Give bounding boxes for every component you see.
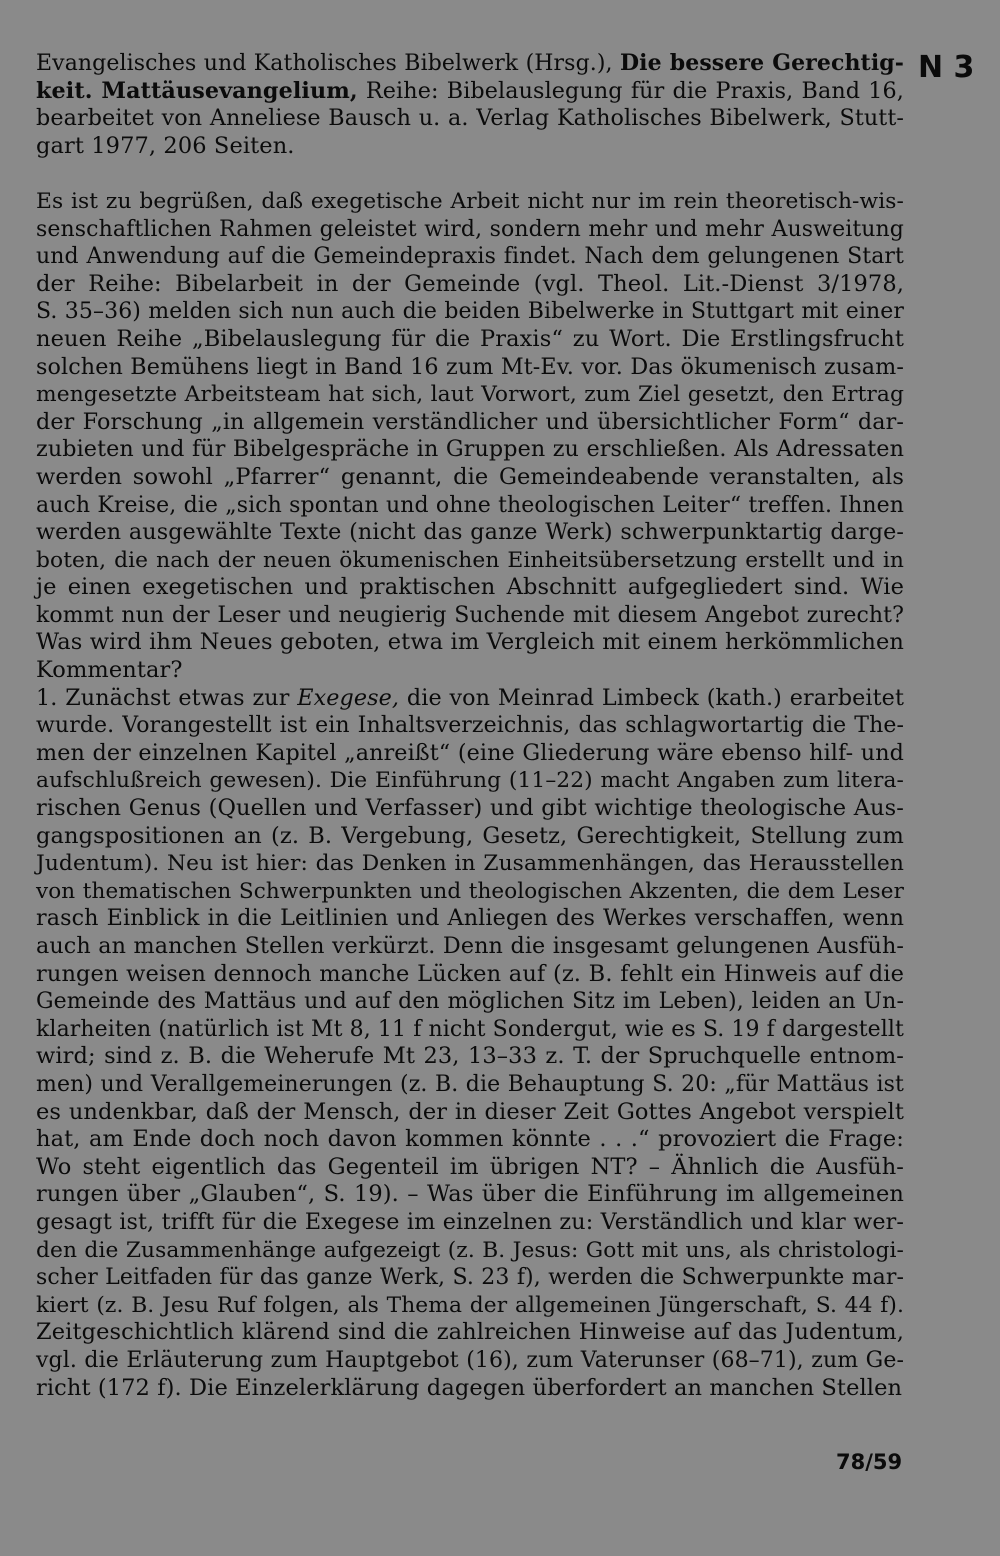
- body-line: senschaftlichen Rahmen geleistet wird, sondern mehr und mehr Ausweitung: [36, 216, 904, 242]
- body-line: hat, am Ende doch noch davon kommen könnte . . .“ provoziert die Frage:: [36, 1126, 904, 1153]
- body-line: vgl. die Erläuterung zum Hauptgebot (16), zum Vaterunser (68–71), zum Ge-: [36, 1347, 904, 1373]
- header-line: keit. Mattäusevangelium, Reihe: Bibelauslegung für die Praxis, Band 16,: [36, 77, 904, 104]
- document-page: [36, 50, 904, 1402]
- body-line: klarheiten (natürlich ist Mt 8, 11 f nicht Sondergut, wie es S. 19 f dargestellt: [36, 1016, 904, 1042]
- body-line: Judentum). Neu ist hier: das Denken in Zusammenhängen, das Herausstellen: [36, 851, 904, 877]
- emphasis: Exegese,: [297, 684, 400, 711]
- review-body: [36, 188, 904, 1402]
- body-line: der Forschung „in allgemein verständlicher und übersichtlicher Form“ dar-: [36, 408, 904, 435]
- body-line: boten, die nach der neuen ökumenischen Einheitsübersetzung erstellt und in: [36, 547, 904, 573]
- body-line: solchen Bemühens liegt in Band 16 zum Mt-Ev. vor. Das ökumenisch zusam-: [36, 353, 904, 380]
- body-line: men) und Verallgemeinerungen (z. B. die Behauptung S. 20: „für Mattäus ist: [36, 1071, 904, 1097]
- body-line: men der einzelnen Kapitel „anreißt“ (eine Gliederung wäre ebenso hilf- und: [36, 739, 904, 766]
- body-line: rungen weisen dennoch manche Lücken auf (z. B. fehlt ein Hinweis auf die: [36, 960, 904, 987]
- body-line: wurde. Vorangestellt ist ein Inhaltsverzeichnis, das schlagwortartig die The-: [36, 713, 904, 739]
- header-line: bearbeitet von Anneliese Bausch u. a. Verlag Katholisches Bibelwerk, Stutt-: [36, 105, 904, 132]
- bibliographic-header: [36, 50, 904, 160]
- body-line: Zeitgeschichtlich klärend sind die zahlreichen Hinweise auf das Judentum,: [36, 1319, 904, 1346]
- body-line: aufschlußreich gewesen). Die Einführung (11–22) macht Angaben zum litera-: [36, 768, 904, 794]
- book-title: keit. Mattäusevangelium,: [36, 77, 358, 104]
- body-line: S. 35–36) melden sich nun auch die beiden Bibelwerke in Stuttgart mit einer: [36, 299, 904, 325]
- body-line: rungen über „Glauben“, S. 19). – Was über die Einführung im allgemeinen: [36, 1181, 904, 1208]
- body-line: wird; sind z. B. die Weherufe Mt 23, 13–33 z. T. der Spruchquelle entnom-: [36, 1043, 904, 1070]
- body-line: mengesetzte Arbeitsteam hat sich, laut Vorwort, zum Ziel gesetzt, den Ertrag: [36, 382, 904, 408]
- body-line: kiert (z. B. Jesu Ruf folgen, als Thema der allgemeinen Jüngerschaft, S. 44 f).: [36, 1292, 904, 1318]
- body-line: den die Zusammenhänge aufgezeigt (z. B. Jesus: Gott mit uns, als christologi-: [36, 1237, 904, 1263]
- body-line: der Reihe: Bibelarbeit in der Gemeinde (vgl. Theol. Lit.-Dienst 3/1978,: [36, 270, 904, 297]
- body-line: scher Leitfaden für das ganze Werk, S. 23 f), werden die Schwerpunkte mar-: [36, 1265, 904, 1291]
- book-title: Die bessere Gerechtig-: [619, 50, 904, 76]
- body-line: Es ist zu begrüßen, daß exegetische Arbeit nicht nur im rein theoretisch-wis-: [36, 188, 904, 214]
- body-line: auch Kreise, die „sich spontan und ohne theologischen Leiter“ treffen. Ihnen: [36, 492, 904, 518]
- body-line: 1. Zunächst etwas zur Exegese, die von Meinrad Limbeck (kath.) erarbeitet: [36, 684, 904, 711]
- body-line: und Anwendung auf die Gemeindepraxis findet. Nach dem gelungenen Start: [36, 244, 904, 270]
- section-marker: N 3: [918, 50, 975, 85]
- body-line: neuen Reihe „Bibelauslegung für die Praxis“ zu Wort. Die Erstlingsfrucht: [36, 325, 904, 352]
- header-line: gart 1977, 206 Seiten.: [36, 132, 295, 159]
- body-line: Gemeinde des Mattäus und auf den möglichen Sitz im Leben), leiden an Un-: [36, 989, 904, 1015]
- header-line: Evangelisches und Katholisches Bibelwerk (Hrsg.), Die bessere Gerechtig-: [36, 50, 904, 76]
- body-line: gangspositionen an (z. B. Vergebung, Gesetz, Gerechtigkeit, Stellung zum: [36, 822, 904, 849]
- page-number: 78/59: [836, 1450, 903, 1474]
- body-line: werden ausgewählte Texte (nicht das ganze Werk) schwerpunktartig darge-: [36, 519, 904, 546]
- body-line: rischen Genus (Quellen und Verfasser) und gibt wichtige theologische Aus-: [36, 795, 904, 822]
- body-line: je einen exegetischen und praktischen Abschnitt aufgegliedert sind. Wie: [36, 574, 904, 601]
- body-line: es undenkbar, daß der Mensch, der in dieser Zeit Gottes Angebot verspielt: [36, 1098, 904, 1125]
- body-line: richt (172 f). Die Einzelerklärung dagegen überfordert an manchen Stellen: [36, 1374, 903, 1401]
- body-line: gesagt ist, trifft für die Exegese im einzelnen zu: Verständlich und klar wer-: [36, 1208, 904, 1235]
- body-line: auch an manchen Stellen verkürzt. Denn die insgesamt gelungenen Ausfüh-: [36, 933, 904, 959]
- body-line: von thematischen Schwerpunkten und theologischen Akzenten, die dem Leser: [36, 878, 904, 904]
- body-line: rasch Einblick in die Leitlinien und Anliegen des Werkes verschaffen, wenn: [36, 905, 904, 932]
- body-line: werden sowohl „Pfarrer“ genannt, die Gemeindeabende veranstalten, als: [36, 463, 904, 490]
- body-line: Kommentar?: [36, 657, 183, 684]
- body-line: Was wird ihm Neues geboten, etwa im Vergleich mit einem herkömmlichen: [36, 629, 904, 656]
- paragraph-gap: [36, 160, 904, 188]
- body-line: kommt nun der Leser und neugierig Suchende mit diesem Angebot zurecht?: [36, 602, 904, 628]
- body-line: Wo steht eigentlich das Gegenteil im übrigen NT? – Ähnlich die Ausfüh-: [36, 1153, 904, 1180]
- body-line: zubieten und für Bibelgespräche in Gruppen zu erschließen. Als Adressaten: [36, 436, 904, 463]
